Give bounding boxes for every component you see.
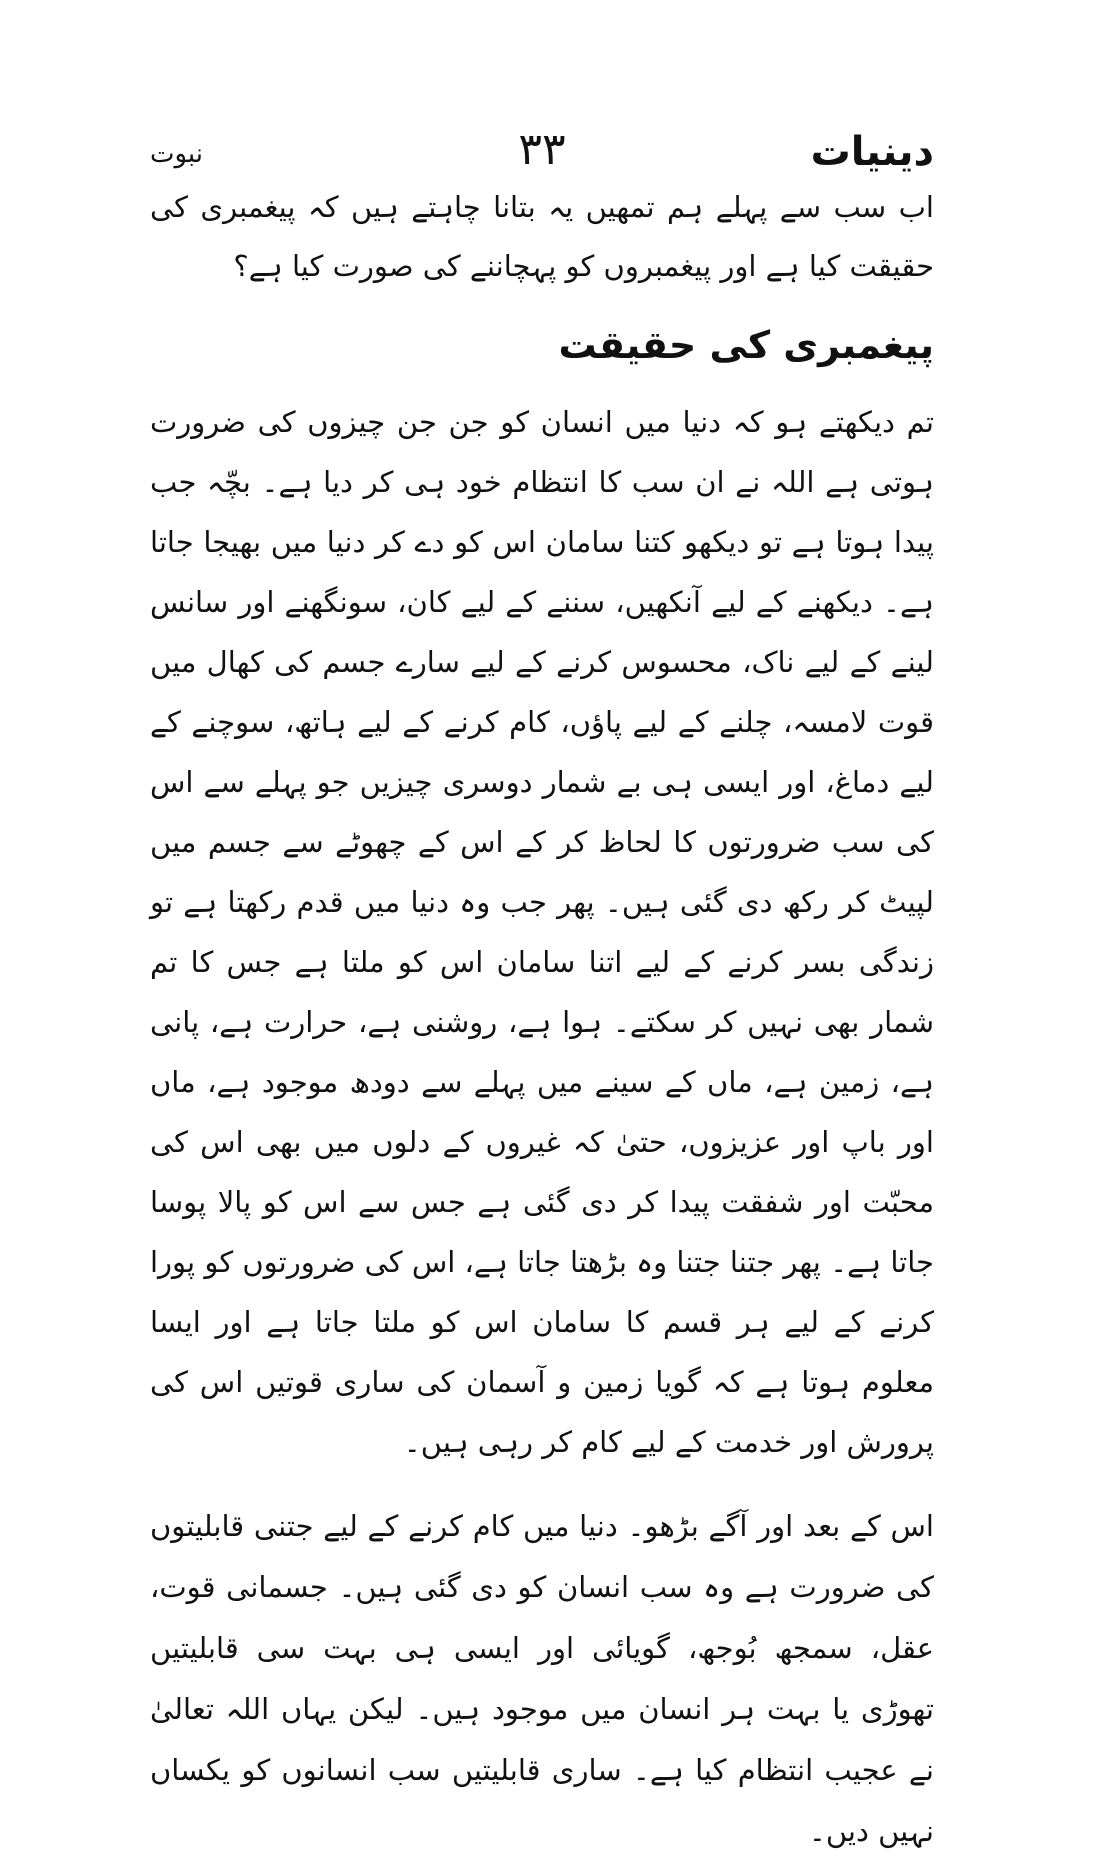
intro-paragraph: اب سب سے پہلے ہم تمھیں یہ بتانا چاہتے ہیں کہ پیغمبری کی حقیقت کیا ہے اور پیغمبروں کو پہچاننے کی صورت کیا ہے؟ (150, 190, 934, 283)
body-paragraph: تم دیکھتے ہو کہ دنیا میں انسان کو جن جن چیزوں کی ضرورت ہوتی ہے اللہ نے ان سب کا انتظام خود ہی کر دیا ہے۔ بچّہ جب پیدا ہوتا ہے تو دیکھو کتنا سامان اس کو دے کر دنیا میں بھیجا جاتا ہے۔ دیکھنے کے لیے آنکھیں، سننے کے لیے کان، سونگھنے اور سانس لینے کے لیے ناک، محسوس کرنے کے لیے سارے جسم کی کھال میں قوت لامسہ، چلنے کے لیے پاؤں، کام کرنے کے لیے ہاتھ، سوچنے کے لیے دماغ، اور ایسی ہی بے شمار دوسری چیزیں جو پہلے سے اس کی سب ضرورتوں کا لحاظ کر کے اس کے چھوٹے سے جسم میں لپیٹ کر رکھ دی گئی ہیں۔ پھر جب وہ دنیا میں قدم رکھتا ہے تو زندگی بسر کرنے کے لیے اتنا سامان اس کو ملتا ہے جس کا تم شمار بھی نہیں کر سکتے۔ ہوا ہے، روشنی ہے، حرارت ہے، پانی ہے، زمین ہے، ماں کے سینے میں پہلے سے دودھ موجود ہے، ماں اور باپ اور عزیزوں، حتیٰ کہ غیروں کے دلوں میں بھی اس کی محبّت اور شفقت پیدا کر دی گئی ہے جس سے اس کو پالا پوسا جاتا ہے۔ پھر جتنا جتنا وہ بڑھتا جاتا ہے، اس کی ضرورتوں کو پورا کرنے کے لیے ہر قسم کا سامان اس کو ملتا جاتا ہے اور ایسا معلوم ہوتا ہے کہ گویا زمین و آسمان کی ساری قوتیں اس کی پرورش اور خدمت کے لیے کام کر رہی ہیں۔ (150, 405, 934, 1459)
body-paragraph: اس کے بعد اور آگے بڑھو۔ دنیا میں کام کرنے کے لیے جتنی قابلیتوں کی ضرورت ہے وہ سب انسان کو دی گئی ہیں۔ جسمانی قوت، عقل، سمجھ بُوجھ، گویائی اور ایسی ہی بہت سی قابلیتیں تھوڑی یا بہت ہر انسان میں موجود ہیں۔ لیکن یہاں اللہ تعالیٰ نے عجیب انتظام کیا ہے۔ ساری قابلیتیں سب انسانوں کو یکساں نہیں دیں۔ (150, 1509, 934, 1848)
chapter-title: نبوت (150, 139, 203, 169)
page-content (150, 178, 934, 1862)
page-number: ۳۳ (518, 124, 566, 175)
book-title: دینیات (810, 129, 934, 175)
section-heading: پیغمبری کی حقیقت (558, 323, 934, 367)
